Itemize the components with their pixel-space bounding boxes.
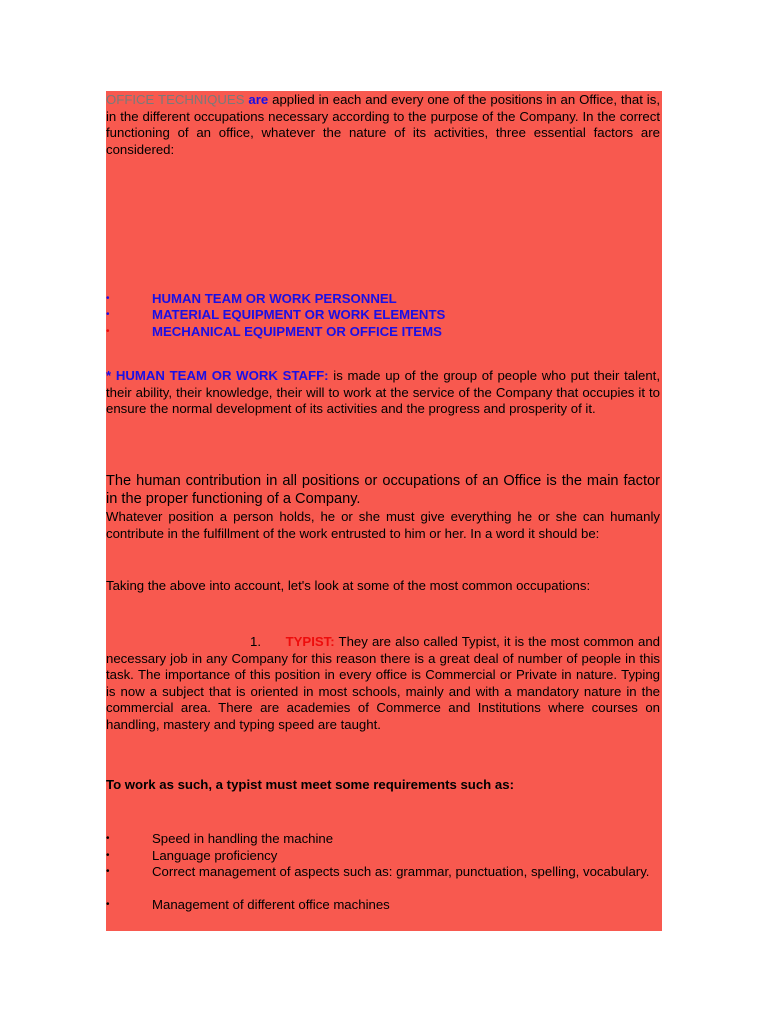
factor-label: MATERIAL EQUIPMENT OR WORK ELEMENTS bbox=[152, 307, 446, 322]
intro-verb: are bbox=[248, 92, 269, 107]
intro-text: applied in each and every one of the positions in an Office, that is, in the different occupations necessary according to the purpose of the Company. In the correct functioning of an office, whatever the nature of its activities, three essential factors are considered: bbox=[106, 92, 660, 157]
human-team-paragraph bbox=[106, 368, 660, 418]
requirements-heading: To work as such, a typist must meet some requirements such as: bbox=[106, 777, 514, 792]
bullet-icon: • bbox=[106, 833, 110, 844]
bullet-icon: • bbox=[106, 326, 110, 337]
whatever-paragraph: Whatever position a person holds, he or she must give everything he or she can humanly contribute in the fulfillment of the work entrusted to him or her. In a word it should be: bbox=[106, 509, 660, 541]
taking-paragraph: Taking the above into account, let's look at some of the most common occupations: bbox=[106, 578, 591, 593]
document-page bbox=[106, 91, 662, 931]
requirement-label: Correct management of aspects such as: grammar, punctuation, spelling, vocabulary. bbox=[152, 864, 650, 879]
bullet-icon: • bbox=[106, 850, 110, 861]
requirement-label: Language proficiency bbox=[152, 848, 278, 863]
bullet-icon: • bbox=[106, 309, 110, 320]
requirement-label: Management of different office machines bbox=[152, 897, 390, 912]
bullet-icon: • bbox=[106, 866, 110, 877]
contribution-paragraph: The human contribution in all positions or occupations of an Office is the main factor in the proper functioning of a Company. bbox=[106, 473, 660, 508]
typist-heading: TYPIST: bbox=[285, 634, 335, 649]
intro-paragraph bbox=[106, 92, 660, 158]
bullet-icon: • bbox=[106, 899, 110, 910]
human-team-text: is made up of the group of people who put their talent, their ability, their knowledge, their will to work at the service of the Company that occupies it to ensure the normal development of its activities and the progress and prosperity of it. bbox=[106, 368, 660, 416]
office-techniques-label: OFFICE TECHNIQUES bbox=[106, 92, 245, 107]
factor-label: HUMAN TEAM OR WORK PERSONNEL bbox=[152, 291, 397, 306]
bullet-icon: • bbox=[106, 293, 110, 304]
typist-paragraph bbox=[106, 634, 660, 733]
factor-label: MECHANICAL EQUIPMENT OR OFFICE ITEMS bbox=[152, 324, 442, 339]
list-item bbox=[106, 864, 660, 881]
requirement-label: Speed in handling the machine bbox=[152, 831, 334, 846]
typist-text: They are also called Typist, it is the most common and necessary job in any Company for this reason there is a great deal of number of people in this task. The importance of this position in every office is Commercial or Private in nature. Typing is now a subject that is oriented in most schools, mainly and with a mandatory nature in the commercial area. There are academies of Commerce and Institutions where courses on handling, mastery and typing speed are taught. bbox=[106, 634, 660, 732]
human-team-heading: * HUMAN TEAM OR WORK STAFF: bbox=[106, 368, 329, 383]
typist-number: 1. bbox=[250, 634, 261, 649]
